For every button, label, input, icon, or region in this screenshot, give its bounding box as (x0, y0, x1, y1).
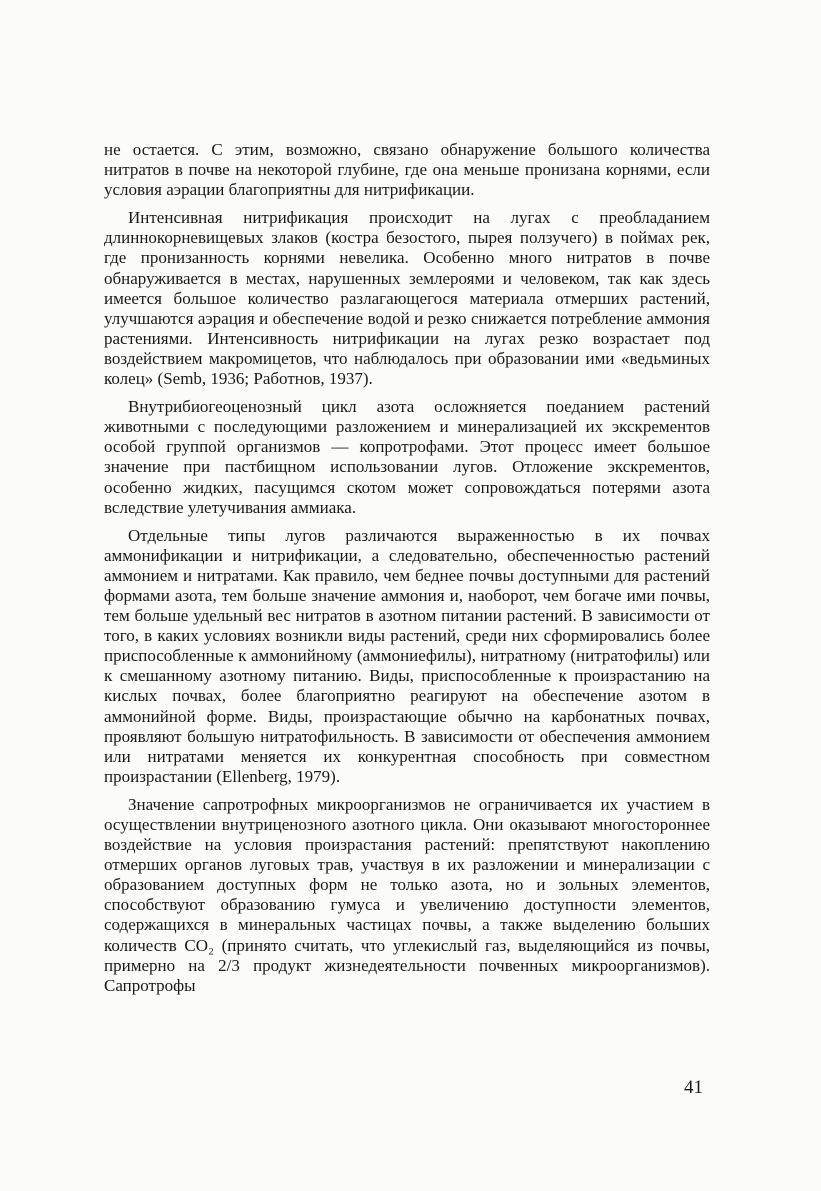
page-number: 41 (684, 1077, 703, 1098)
paragraph-saprotrophs: Значение сапротрофных микроорганизмов не ограничивается их участием в осуществлении внутриценозного азотного цикла. Они оказывают многостороннее воздействие на условия произрастания растений: препятствуют накоплению отмерших органов луговых трав, участвуя в их разложении и минерализации с образованием доступных форм не только азота, но и зольных элементов, способствуют образованию гумуса и увеличению доступности элементов, содержащихся в минеральных частицах почвы, а также выделению больших количеств CO₂ (принято считать, что углекислый газ, выделяющийся из почвы, примерно на 2/3 продукт жизнедеятельности почвенных микроорганизмов). Сапротрофы (104, 794, 710, 995)
paragraph-nitrogen-cycle: Внутрибиогеоценозный цикл азота осложняется поеданием растений животными с последующими разложением и минерализацией их экскрементов особой группой организмов — копротрофами. Этот процесс имеет большое значение при пастбищном использовании лугов. Отложение экскрементов, особенно жидких, пасущимся скотом может сопровождаться потерями азота вследствие улетучивания аммиака. (104, 397, 710, 517)
paragraph-meadow-types: Отдельные типы лугов различаются выраженностью в их почвах аммонификации и нитрификации, а следовательно, обеспеченностью растений аммонием и нитратами. Как правило, чем беднее почвы доступными для растений формами азота, тем больше значение аммония и, наоборот, чем богаче ими почвы, тем больше удельный вес нитратов в азотном питании растений. В зависимости от того, в каких условиях возникли виды растений, среди них сформировались более приспособленные к аммонийному (аммониефилы), нитратному (нитратофилы) или к смешанному азотному питанию. Виды, приспособленные к произрастанию на кислых почвах, более благоприятно реагируют на обеспечение азотом в аммонийной форме. Виды, произрастающие обычно на карбонатных почвах, проявляют большую нитратофильность. В зависимости от обеспечения аммонием или нитратами меняется их конкурентная способность при совместном произрастании (Ellenberg, 1979). (104, 525, 710, 786)
paragraph-nitrification: Интенсивная нитрификация происходит на лугах с преобладанием длиннокорневищевых злаков (костра безостого, пырея ползучего) в поймах рек, где пронизанность корнями невелика. Особенно много нитратов в почве обнаруживается в местах, нарушенных землероями и человеком, так как здесь имеется большое количество разлагающегося материала отмерших растений, улучшаются аэрация и обеспечение водой и резко снижается потребление аммония растениями. Интенсивность нитрификации на лугах резко возрастает под воздействием макромицетов, что наблюдалось при образовании ими «ведьминых колец» (Semb, 1936; Работнов, 1937). (104, 208, 710, 389)
body-text (104, 140, 710, 1004)
paragraph-continuation: не остается. С этим, возможно, связано обнаружение большого количества нитратов в почве на некоторой глубине, где она меньше пронизана корнями, если условия аэрации благоприятны для нитрификации. (104, 140, 710, 200)
